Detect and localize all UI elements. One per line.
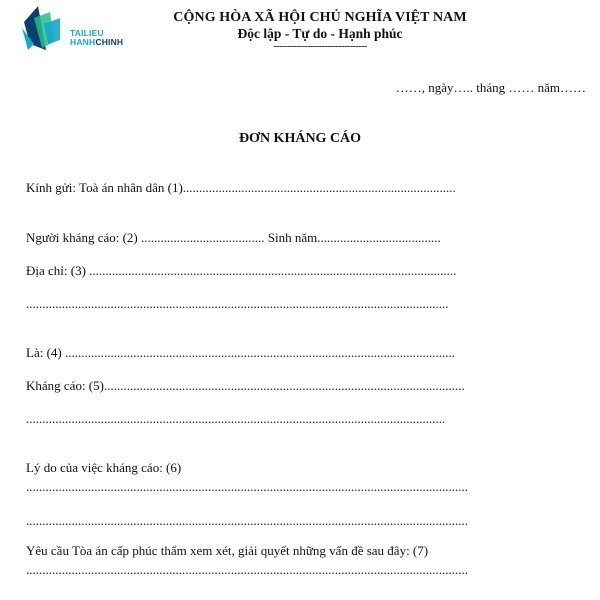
national-header	[140, 10, 500, 52]
header-rule: ---------------------------------	[273, 41, 367, 52]
national-motto: Độc lập - Tự do - Hạnh phúc	[237, 26, 403, 41]
field-yeu-cau: Yêu cầu Tòa án cấp phúc thẩm xem xét, giải quyết những vấn đề sau đây: (7)	[26, 543, 429, 558]
logo-wordmark	[70, 29, 123, 47]
field-la: Là: (4) ........................................................................................................................	[26, 345, 455, 360]
field-dia-chi-continued: ..................................................................................................................................	[26, 296, 449, 311]
document-title: ĐƠN KHÁNG CÁO	[238, 131, 362, 146]
field-ly-do-continued-2: ........................................................................................................................................	[26, 513, 468, 528]
logo-top-text: TAILIEU	[70, 28, 104, 38]
tailieu-hanhchinh-logo	[20, 4, 138, 56]
field-khang-cao: Kháng cáo: (5)...............................................................................................................	[26, 378, 465, 393]
field-kinh-gui: Kính gửi: Toà án nhân dân (1)....................................................................................	[26, 180, 456, 195]
field-khang-cao-continued: .................................................................................................................................	[26, 411, 446, 426]
field-ly-do: Lý do của việc kháng cáo: (6)	[26, 460, 182, 475]
field-ly-do-continued-1: ........................................................................................................................................	[26, 479, 468, 494]
field-nguoi-khang-cao: Người kháng cáo: (2) ...................................... Sinh năm......................................	[26, 230, 441, 245]
field-yeu-cau-continued: ........................................................................................................................................	[26, 562, 468, 577]
logo-mark-icon	[20, 4, 70, 54]
logo-bottom-text: HANHCHINH	[70, 37, 124, 47]
nation-name: CỘNG HÒA XÃ HỘI CHỦ NGHĨA VIỆT NAM	[173, 10, 467, 25]
field-dia-chi: Địa chỉ: (3) .................................................................................................................	[26, 263, 457, 278]
date-line: ……, ngày….. tháng …… năm……	[395, 80, 586, 95]
